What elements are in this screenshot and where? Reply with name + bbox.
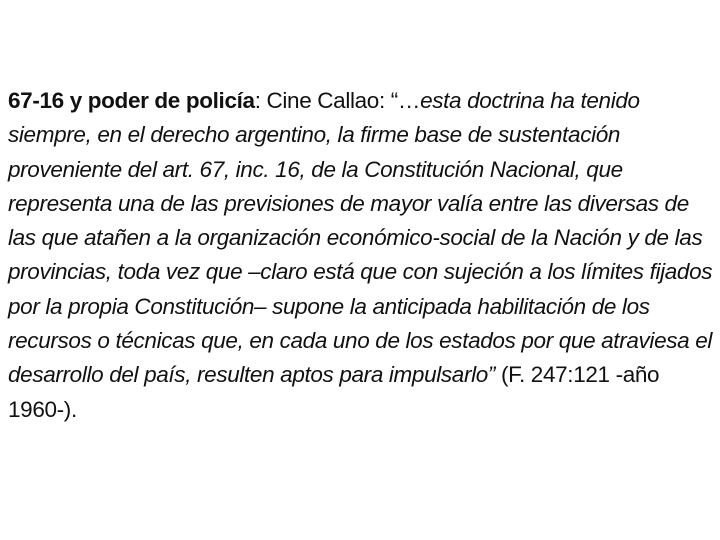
quote-paragraph	[8, 84, 714, 427]
intro-text: : Cine Callao: “…	[254, 88, 421, 113]
citation-text: (F. 247:121 -año 1960-).	[8, 362, 660, 422]
quote-text: esta doctrina ha tenido siempre, en el derecho argentino, la firme base de sustentación proveniente del art. 67, inc. 16, de la Constitución Nacional, que representa una de las previsiones de mayor valía entre las diversas de las que atañen a la organización económico-social de la Nación y de las provincias, toda vez que –claro está que con sujeción a los límites fijados por la propia Constitución– supone la anticipada habilitación de los recursos o técnicas que, en cada uno de los estados por que atraviesa el desarrollo del país, resulten aptos para impulsarlo”	[8, 88, 713, 388]
heading-bold: 67-16 y poder de policía	[8, 88, 255, 113]
